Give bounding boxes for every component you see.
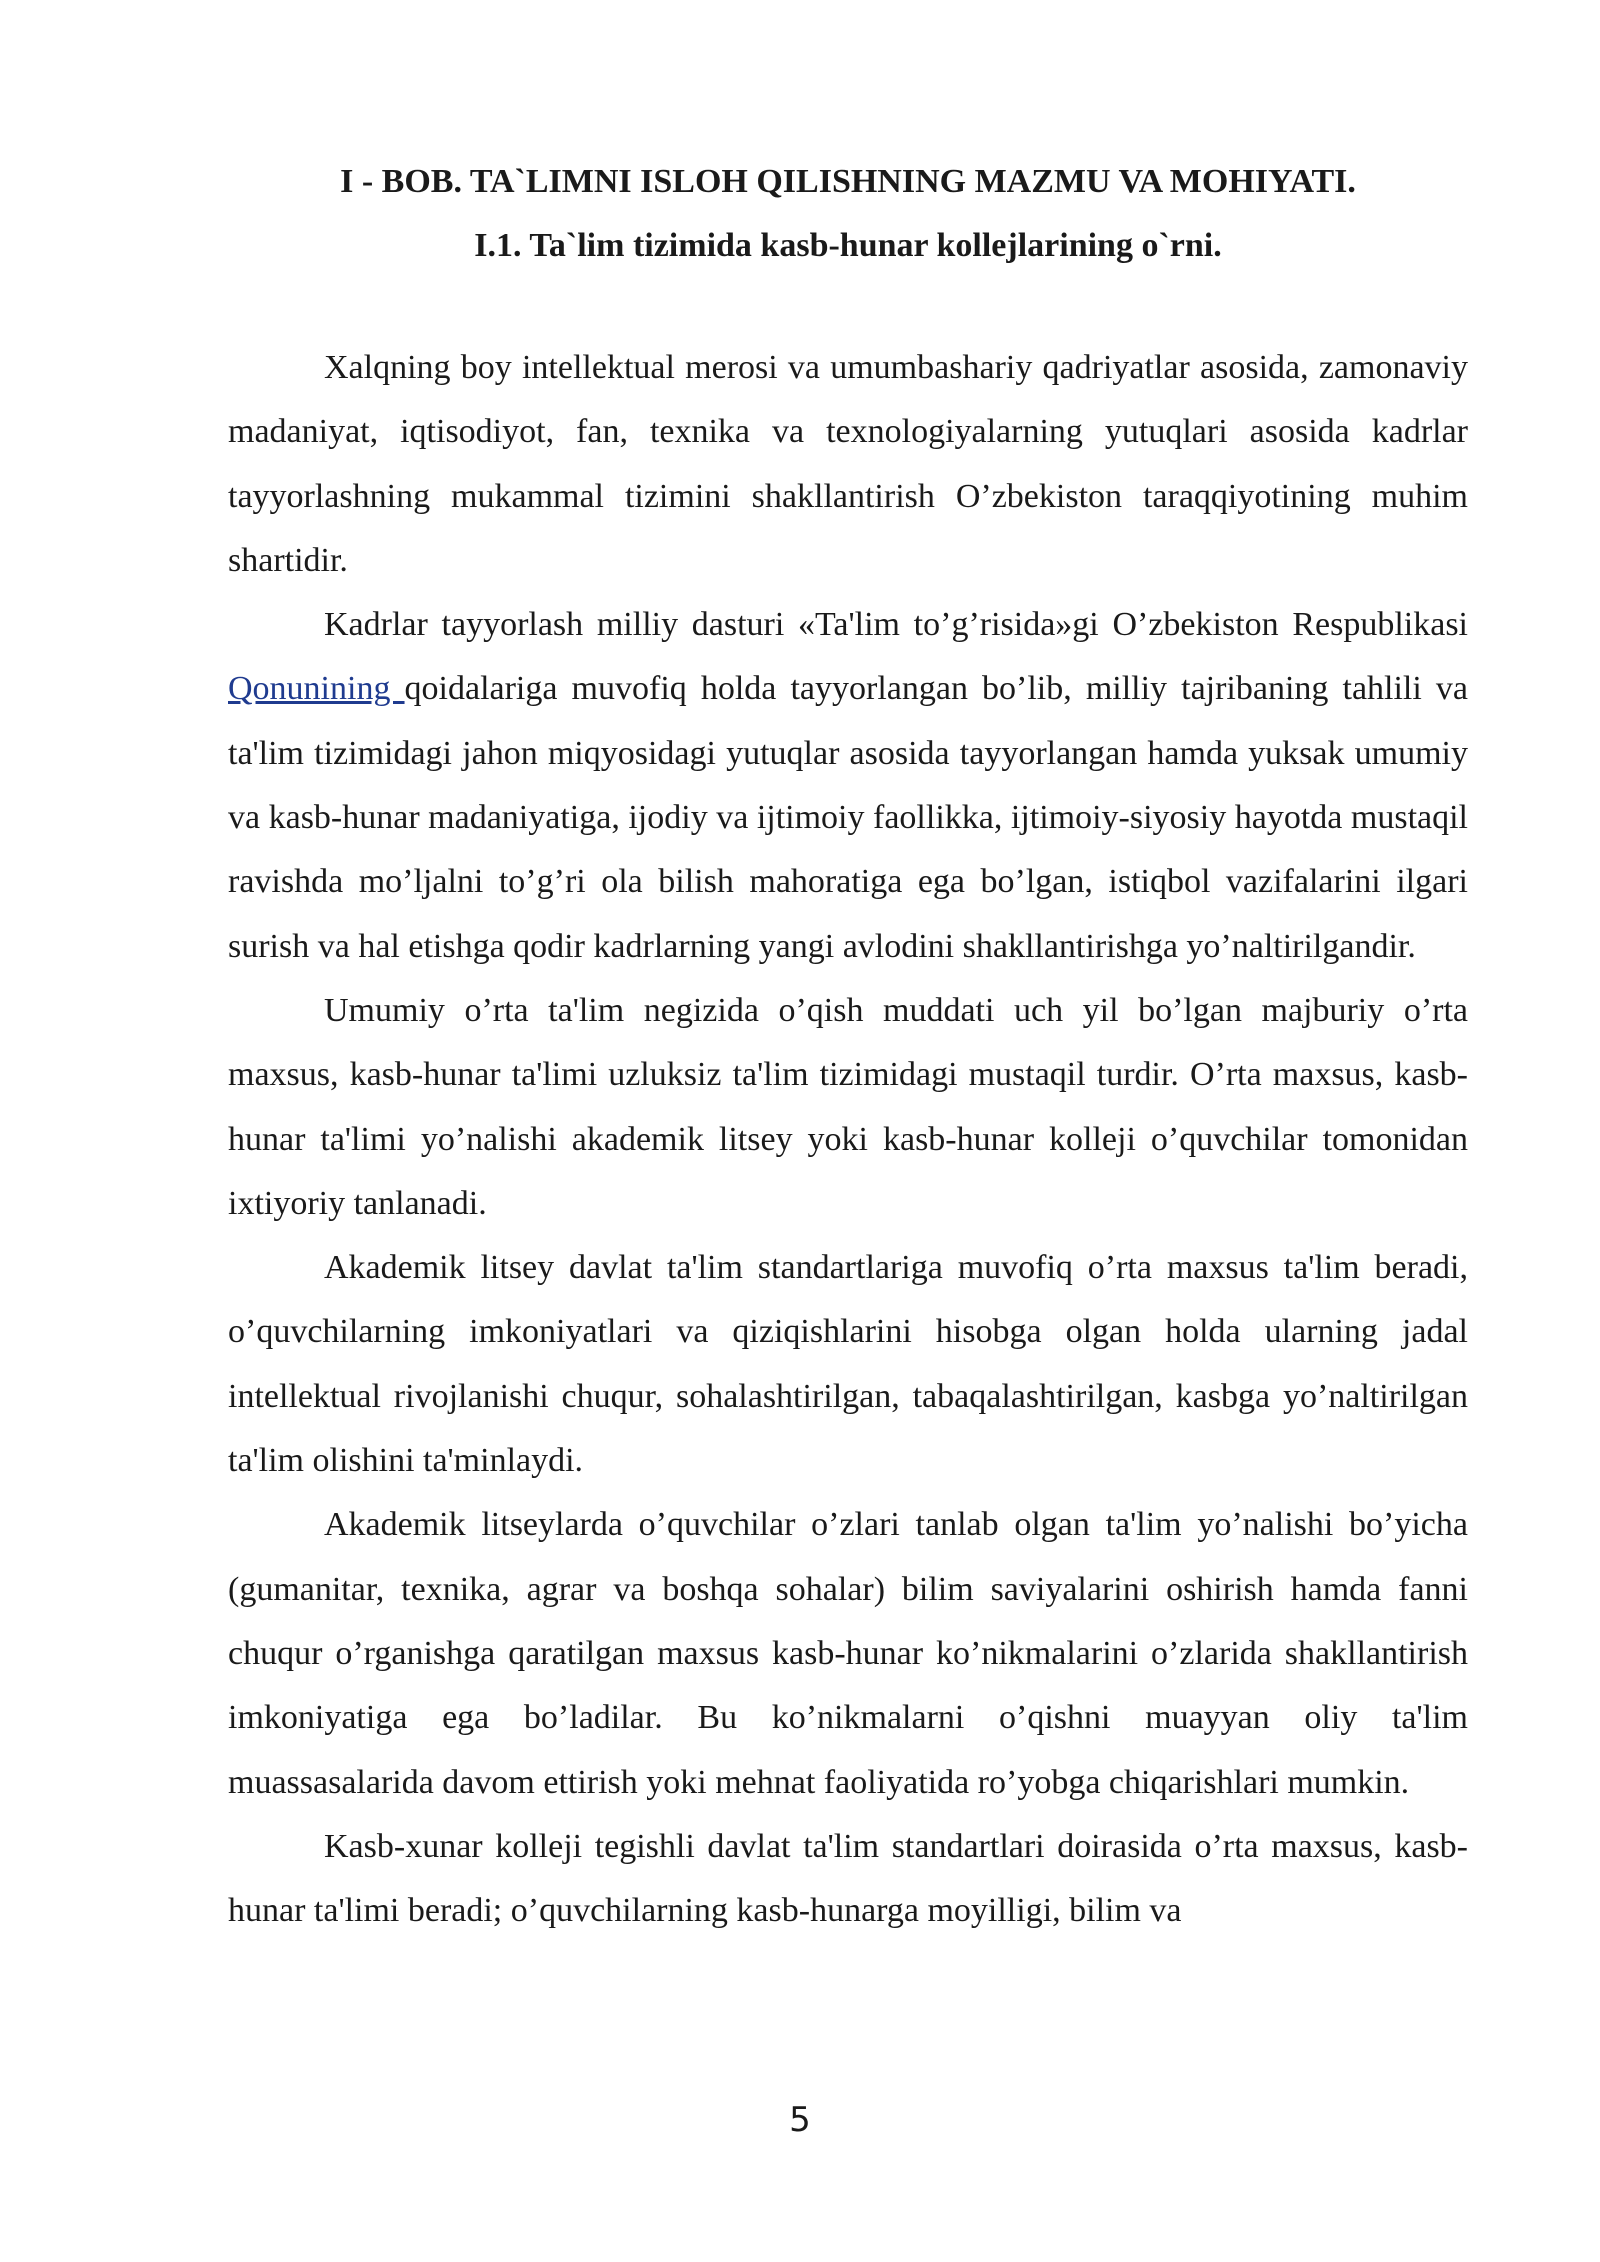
paragraph-2 [228, 593, 1468, 979]
page-number: 5 [789, 2100, 811, 2140]
section-title: I.1. Ta`lim tizimida kasb-hunar kollejlarining o`rni. [474, 227, 1222, 264]
paragraph-1: Xalqning boy intellektual merosi va umumbashariy qadriyatlar asosida, zamonaviy madaniyat, iqtisodiyot, fan, texnika va texnologiyalarning yutuqlari asosida kadrlar tayyorlashning mukammal tizimini shakllantirish O’zbekiston taraqqiyotining muhim shartidir. [228, 349, 1468, 579]
heading-block [228, 150, 1468, 278]
paragraph-2-start: Kadrlar tayyorlash milliy dasturi «Ta'lim to’g’risida»gi O’zbekiston Respublikasi [324, 606, 1468, 644]
body-text [228, 336, 1468, 1943]
law-link[interactable]: Qonunining [228, 670, 405, 708]
paragraph-4: Akademik litsey davlat ta'lim standartlariga muvofiq o’rta maxsus ta'lim beradi, o’quvchilarning imkoniyatlari va qiziqishlarini hisobga olgan holda ularning jadal intellektual rivojlanishi chuqur, sohalashtirilgan, tabaqalashtirilgan, kasbga yo’naltirilgan ta'lim olishini ta'minlaydi. [228, 1249, 1468, 1480]
paragraph-2-end: qoidalariga muvofiq holda tayyorlangan bo’lib, milliy tajribaning tahlili va ta'lim tizimidagi jahon miqyosidagi yutuqlar asosida tayyorlangan hamda yuksak umumiy va kasb-hunar madaniyatiga, ijodiy va ijtimoiy faollikka, ijtimoiy-siyosiy hayotda mustaqil ravishda mo’ljalni to’g’ri ola bilish mahoratiga ega bo’lgan, istiqbol vazifalarini ilgari surish va hal etishga qodir kadrlarning yangi avlodini shakllantirishga yo’naltirilgandir. [228, 670, 1468, 965]
chapter-title: I - BOB. TA`LIMNI ISLOH QILISHNING MAZMU VA MOHIYATI. [340, 163, 1356, 200]
paragraph-6: Kasb-xunar kolleji tegishli davlat ta'lim standartlari doirasida o’rta maxsus, kasb-hunar ta'limi beradi; o’quvchilarning kasb-hunarga moyilligi, bilim va [228, 1827, 1468, 1930]
paragraph-3: Umumiy o’rta ta'lim negizida o’qish muddati uch yil bo’lgan majburiy o’rta maxsus, kasb-hunar ta'limi uzluksiz ta'lim tizimidagi mustaqil turdir. O’rta maxsus, kasb-hunar ta'limi yo’nalishi akademik litsey yoki kasb-hunar kolleji o’quvchilar tomonidan ixtiyoriy tanlanadi. [228, 991, 1468, 1222]
paragraph-5: Akademik litseylarda o’quvchilar o’zlari tanlab olgan ta'lim yo’nalishi bo’yicha (gumanitar, texnika, agrar va boshqa sohalar) bilim saviyalarini oshirish hamda fanni chuqur o’rganishga qaratilgan maxsus kasb-hunar ko’nikmalarini o’zlarida shakllantirish imkoniyatiga ega bo’ladilar. Bu ko’nikmalarni o’qishni muayyan oliy ta'lim muassasalarida davom ettirish yoki mehnat faoliyatida ro’yobga chiqarishlari mumkin. [228, 1506, 1468, 1801]
